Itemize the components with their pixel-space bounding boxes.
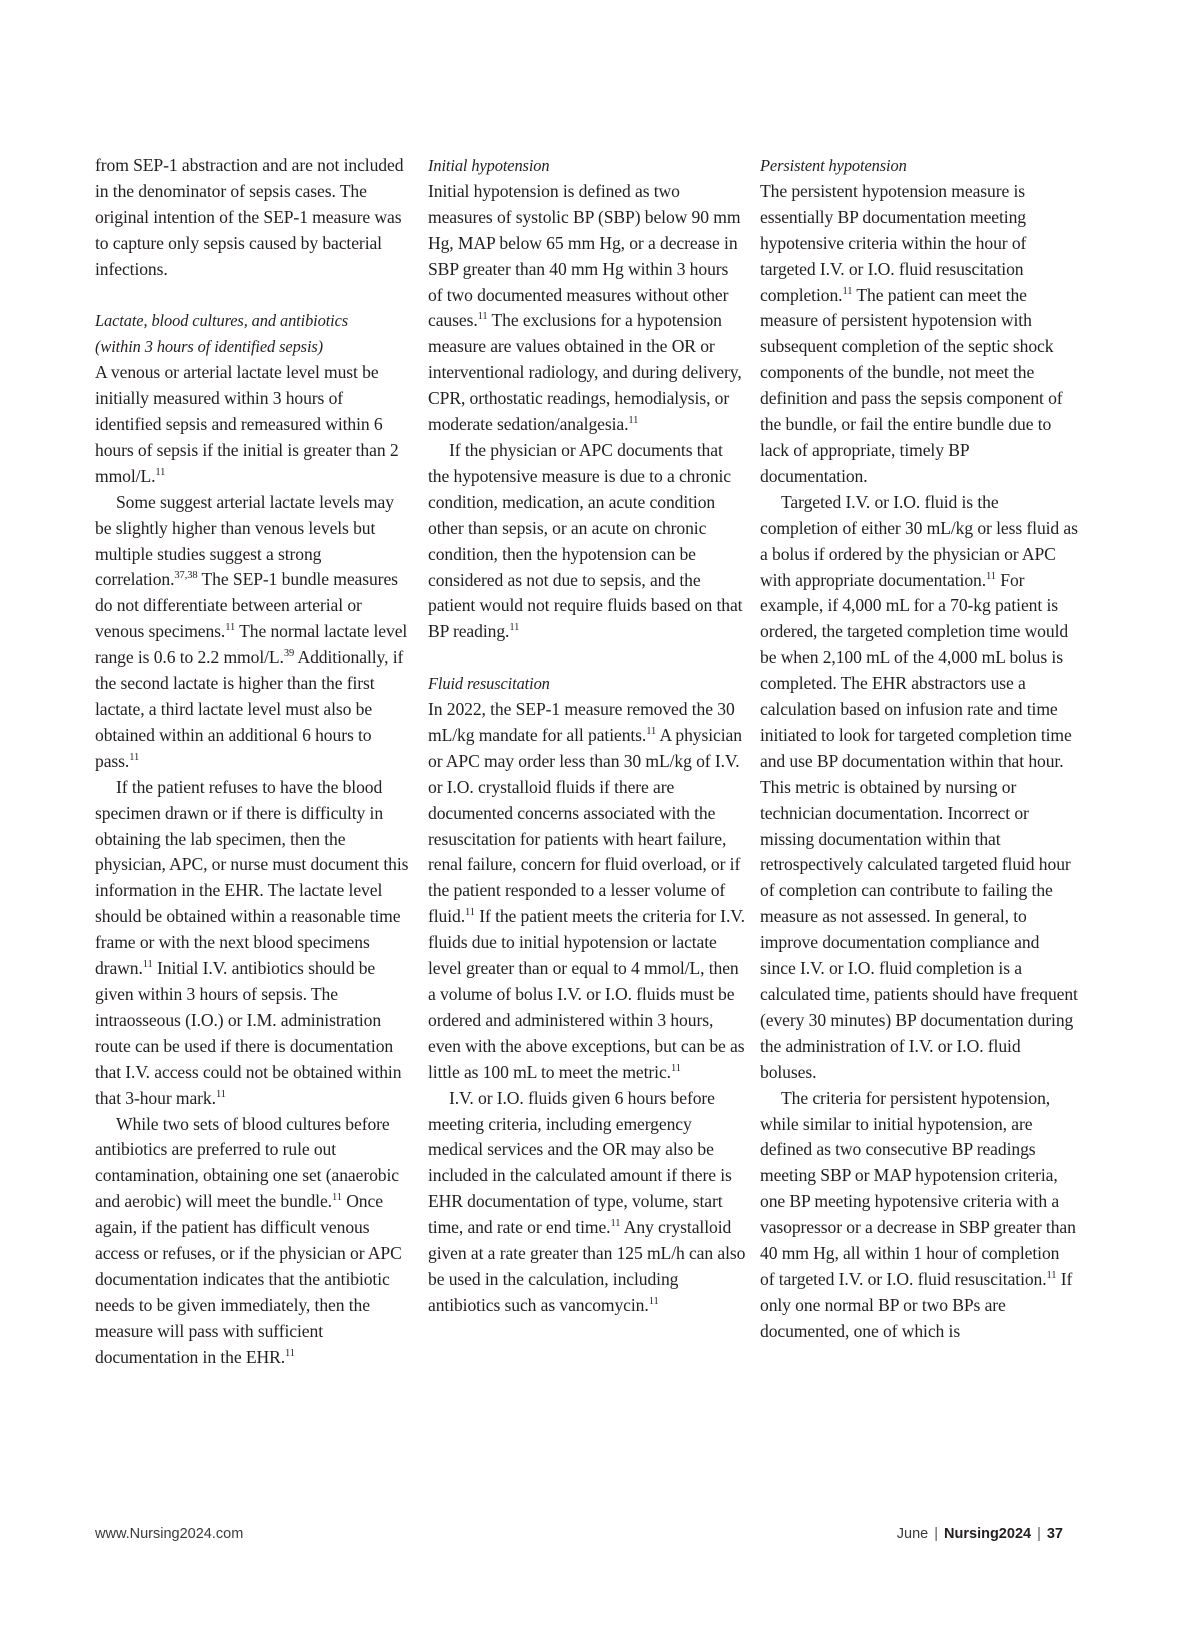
footer-url[interactable]: www.Nursing2024.com: [95, 1526, 244, 1542]
subheading: Lactate, blood cultures, and antibiotics: [95, 311, 349, 331]
footer-month: June: [896, 1526, 929, 1542]
paragraph: While two sets of blood cultures before antibiotics are preferred to rule out contamination, obtaining one set (anaerobic and aerobic) will meet the bundle.$^{11}$ Once again, if the patient has difficult venous access or refuses, or if the physician or APC documentation indicates that the antibiotic needs to be given immediately, then the measure will pass with sufficient documentation in the EHR.$^{11}$: [95, 1113, 402, 1367]
reference-marker: 11: [648, 1295, 659, 1307]
reference-marker: 11: [509, 622, 520, 634]
reference-marker: 11: [646, 725, 657, 737]
reference-marker: 11: [842, 285, 853, 297]
footer-separator: |: [934, 1526, 939, 1542]
reference-marker: 11: [285, 1347, 295, 1359]
reference-marker: 11: [610, 1218, 621, 1230]
paragraph: Some suggest arterial lactate levels may be slightly higher than venous levels but multiple studies suggest a strong correlation.$^{37,38}$ The SEP-1 bundle measures do not differentiate between arterial or venous specimens.$^{11}$ The normal lactate level range is 0.6 to 2.2 mmol/L.$^{39}$ Additionally, if the second lactate is higher than the first lactate, a third lactate level must also be obtained within an additional 6 hours to pass.$^{11}$: [95, 491, 408, 771]
reference-marker: 37,38: [174, 570, 198, 582]
paragraph: from SEP-1 abstraction and are not included in the denominator of sepsis cases. The original intention of the SEP-1 measure was to capture only sepsis caused by bacterial infections.: [95, 155, 404, 279]
paragraph: A venous or arterial lactate level must be initially measured within 3 hours of identified sepsis and remeasured within 6 hours of sepsis if the initial is greater than 2 mmol/L.$^{11}$: [95, 362, 399, 486]
reference-marker: 11: [155, 466, 166, 478]
reference-marker: 11: [986, 570, 996, 582]
text-column-2: [428, 153, 746, 1319]
reference-marker: 11: [129, 751, 140, 763]
reference-marker: 39: [283, 648, 295, 660]
paragraph: The persistent hypotension measure is essentially BP documentation meeting hypotensive criteria within the hour of targeted I.V. or I.O. fluid resuscitation completion.$^{11}$ The patient can meet the measure of persistent hypotension with subsequent completion of the septic shock components of the bundle, not meet the definition and pass the sepsis component of the bundle, or fail the entire bundle due to lack of appropriate, timely BP documentation.: [760, 180, 1063, 486]
reference-marker: 11: [628, 415, 639, 427]
page-number: 37: [1046, 1526, 1063, 1542]
reference-marker: 11: [142, 959, 153, 971]
footer-journal-name: Nursing2024: [944, 1526, 1032, 1542]
text-column-1: [95, 153, 413, 1371]
reference-marker: 11: [215, 1088, 226, 1100]
paragraph: Targeted I.V. or I.O. fluid is the completion of either 30 mL/kg or less fluid as a bolus if ordered by the physician or APC with appropriate documentation.$^{11}$ For example, if 4,000 mL for a 70-kg patient is ordered, the targeted completion time would be when 2,100 mL of the 4,000 mL bolus is completed. The EHR abstractors use a calculation based on infusion rate and time initiated to look for targeted completion time and use BP documentation within that hour. This metric is obtained by nursing or technician documentation. Incorrect or missing documentation within that retrospectively calculated targeted fluid hour of completion can contribute to failing the measure as not assessed. In general, to improve documentation compliance and since I.V. or I.O. fluid completion is a calculated time, patients should have frequent (every 30 minutes) BP documentation during the administration of I.V. or I.O. fluid boluses.: [760, 491, 1078, 1082]
footer-folio: [897, 1526, 1063, 1542]
subheading: Persistent hypotension: [760, 156, 907, 175]
reference-marker: 11: [465, 907, 475, 919]
reference-marker: 11: [477, 311, 488, 323]
subheading: Fluid resuscitation: [428, 674, 550, 694]
paragraph: The criteria for persistent hypotension, while similar to initial hypotension, are defined as two consecutive BP readings meeting SBP or MAP hypotension criteria, one BP meeting hypotensive criteria with a vasopressor or a decrease in SBP greater than 40 mm Hg, all within 1 hour of completion of targeted I.V. or I.O. fluid resuscitation.$^{11}$ If only one normal BP or two BPs are documented, one of which is: [760, 1087, 1076, 1341]
text-column-3: [760, 153, 1078, 1345]
subheading-continued: (within 3 hours of identified sepsis): [95, 337, 324, 357]
paragraph: If the physician or APC documents that the hypotensive measure is due to a chronic condition, medication, an acute condition other than sepsis, or an acute on chronic condition, then the hypotension can be considered as not due to sepsis, and the patient would not require fluids based on that BP reading.$^{11}$: [428, 439, 743, 642]
reference-marker: 11: [670, 1062, 681, 1074]
paragraph: In 2022, the SEP-1 measure removed the 30 mL/kg mandate for all patients.$^{11}$ A physician or APC may order less than 30 mL/kg of I.V. or I.O. crystalloid fluids if there are documented concerns associated with the resuscitation for patients with heart failure, renal failure, concern for fluid overload, or if the patient responded to a lesser volume of fluid.$^{11}$ If the patient meets the criteria for I.V. fluids due to initial hypotension or lactate level greater than or equal to 4 mmol/L, then a volume of bolus I.V. or I.O. fluids must be ordered and administered within 3 hours, even with the above exceptions, but can be as little as 100 mL to meet the metric.$^{11}$: [428, 699, 745, 1082]
subheading: Initial hypotension: [428, 156, 550, 175]
reference-marker: 11: [1046, 1269, 1057, 1281]
reference-marker: 11: [331, 1192, 342, 1204]
paragraph: If the patient refuses to have the blood specimen drawn or if there is difficulty in obtaining the lab specimen, then the physician, APC, or nurse must document this information in the EHR. The lactate level should be obtained within a reasonable time frame or with the next blood specimens drawn.$^{11}$ Initial I.V. antibiotics should be given within 3 hours of sepsis. The intraosseous (I.O.) or I.M. administration route can be used if there is documentation that I.V. access could not be obtained within that 3-hour mark.$^{11}$: [95, 776, 409, 1108]
footer-separator: |: [1037, 1526, 1041, 1542]
paragraph: Initial hypotension is defined as two measures of systolic BP (SBP) below 90 mm Hg, MAP below 65 mm Hg, or a decrease in SBP greater than 40 mm Hg within 3 hours of two documented measures without other causes.$^{11}$ The exclusions for a hypotension measure are values obtained in the OR or interventional radiology, and during delivery, CPR, orthostatic readings, hemodialysis, or moderate sedation/analgesia.$^{11}$: [428, 180, 742, 435]
paragraph: I.V. or I.O. fluids given 6 hours before meeting criteria, including emergency medical services and the OR may also be included in the calculated amount if there is EHR documentation of type, volume, start time, and rate or end time.$^{11}$ Any crystalloid given at a rate greater than 125 mL/h can also be used in the calculation, including antibiotics such as vancomycin.$^{11}$: [428, 1087, 746, 1315]
reference-marker: 11: [225, 622, 236, 634]
